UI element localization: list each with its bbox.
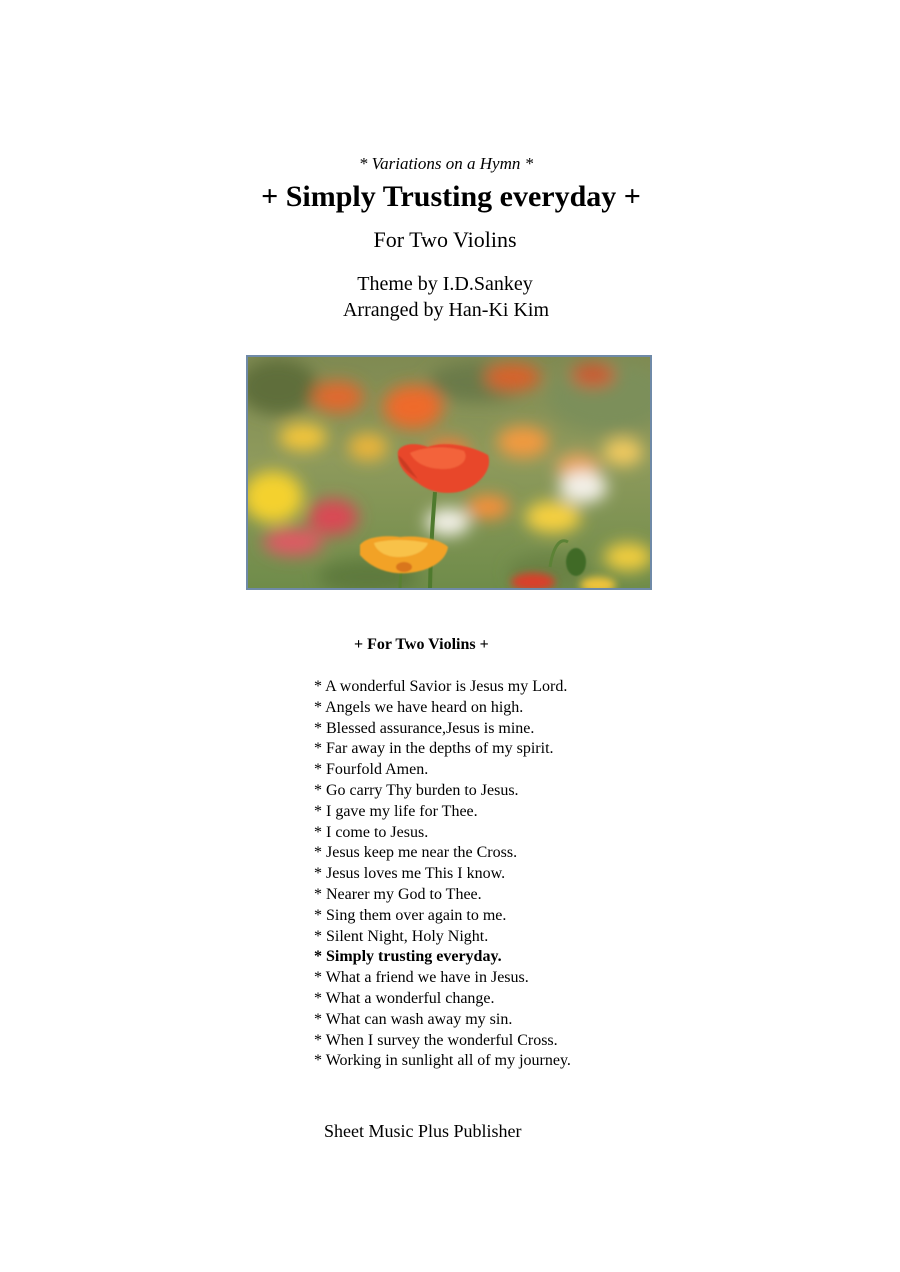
list-item: * When I survey the wonderful Cross. xyxy=(314,1031,558,1049)
arranger-credit: Arranged by Han-Ki Kim xyxy=(342,299,550,321)
cover-title: + Simply Trusting everyday + xyxy=(261,180,641,213)
list-item: * Jesus keep me near the Cross. xyxy=(314,844,518,862)
list-item: * Far away in the depths of my spirit. xyxy=(314,740,554,758)
list-item: * Angels we have heard on high. xyxy=(314,698,524,716)
list-item: * What a wonderful change. xyxy=(314,989,495,1007)
cover-subtitle: * Variations on a Hymn * xyxy=(358,154,534,173)
theme-credit: Theme by I.D.Sankey xyxy=(357,273,533,295)
list-item: * Fourfold Amen. xyxy=(314,761,429,779)
list-item: * Working in sunlight all of my journey. xyxy=(314,1052,571,1070)
list-item: * What can wash away my sin. xyxy=(314,1010,513,1028)
cover-photo xyxy=(246,355,652,590)
list-item: * Blessed assurance,Jesus is mine. xyxy=(314,719,535,737)
list-item: * Nearer my God to Thee. xyxy=(314,885,482,903)
list-item: * What a friend we have in Jesus. xyxy=(314,969,529,987)
list-item: * Sing them over again to me. xyxy=(314,906,507,924)
instrumentation: For Two Violins xyxy=(373,227,517,252)
publisher-name: Sheet Music Plus Publisher xyxy=(324,1121,522,1141)
list-item: * Jesus loves me This I know. xyxy=(314,865,506,883)
poppy-flowers-image xyxy=(248,357,650,588)
list-item: * I come to Jesus. xyxy=(314,823,429,841)
list-item: * Go carry Thy burden to Jesus. xyxy=(314,781,519,799)
list-item: * A wonderful Savior is Jesus my Lord. xyxy=(314,678,568,695)
piece-list xyxy=(314,677,571,1072)
list-item: * I gave my life for Thee. xyxy=(314,802,478,820)
list-item: * Simply trusting everyday. xyxy=(314,948,502,966)
list-item: * Silent Night, Holy Night. xyxy=(314,927,489,945)
series-heading: + For Two Violins + xyxy=(354,636,489,653)
